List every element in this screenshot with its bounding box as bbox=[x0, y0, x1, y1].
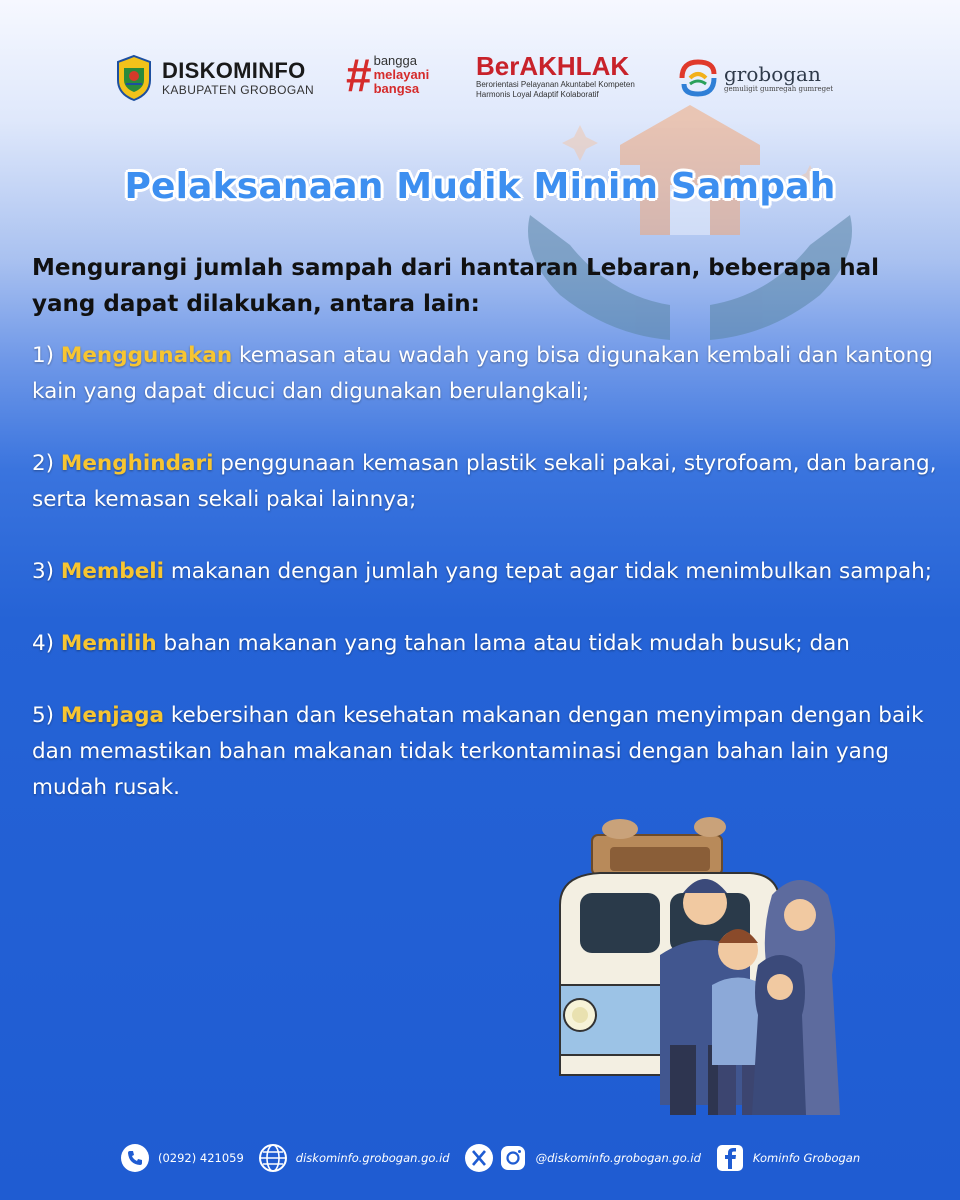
bmb-hash: # bbox=[346, 49, 372, 101]
facebook-icon[interactable] bbox=[715, 1143, 745, 1173]
item-keyword: Membeli bbox=[60, 559, 165, 584]
grobogan-swirl-icon bbox=[676, 56, 720, 100]
list-item bbox=[32, 698, 942, 806]
footer-social[interactable]: @diskominfo.grobogan.go.id bbox=[535, 1151, 701, 1165]
item-number: 3) bbox=[32, 559, 55, 584]
x-icon[interactable] bbox=[464, 1143, 494, 1173]
tips-list bbox=[32, 338, 942, 842]
item-keyword: Menjaga bbox=[60, 703, 164, 728]
item-text: bahan makanan yang tahan lama atau tidak mudah busuk; dan bbox=[156, 631, 850, 656]
bmb-line1: bangga bbox=[373, 53, 417, 68]
header-logos bbox=[0, 48, 960, 108]
item-keyword: Menghindari bbox=[60, 451, 214, 476]
item-text: kebersihan dan kesehatan makanan dengan menyimpan dengan baik dan memastikan bahan makanan tidak terkontaminasi dengan bahan lain yang mudah rusak. bbox=[32, 703, 924, 800]
list-item bbox=[32, 338, 942, 410]
list-item bbox=[32, 626, 942, 662]
bmb-line2: melayani bbox=[373, 67, 430, 82]
grobogan-emblem-icon bbox=[114, 54, 154, 102]
diskominfo-subtitle: KABUPATEN GROBOGAN bbox=[162, 83, 315, 97]
globe-icon[interactable] bbox=[258, 1143, 288, 1173]
footer-contacts bbox=[120, 1140, 874, 1176]
grobogan-tagline: gemuligit gumregah gumreget bbox=[724, 85, 834, 93]
instagram-icon[interactable] bbox=[498, 1143, 528, 1173]
diskominfo-logo bbox=[114, 54, 314, 102]
intro-text: Mengurangi jumlah sampah dari hantaran Lebaran, beberapa hal yang dapat dilakukan, antara lain: bbox=[32, 255, 880, 317]
berakhlak-line2: Harmonis Loyal Adaptif Kolaboratif bbox=[476, 90, 599, 99]
berakhlak-title: BerAKHLAK bbox=[476, 51, 630, 81]
bangga-melayani-bangsa-logo bbox=[346, 49, 430, 101]
berakhlak-line1: Berorientasi Pelayanan Akuntabel Kompeten bbox=[476, 80, 635, 89]
footer-facebook[interactable]: Kominfo Grobogan bbox=[752, 1151, 861, 1165]
item-text: kemasan atau wadah yang bisa digunakan kembali dan kantong kain yang dapat dicuci dan digunakan berulangkali; bbox=[32, 343, 933, 404]
list-item bbox=[32, 446, 942, 518]
item-text: makanan dengan jumlah yang tepat agar tidak menimbulkan sampah; bbox=[164, 559, 933, 584]
diskominfo-title: DISKOMINFO bbox=[162, 58, 306, 83]
item-text: penggunaan kemasan plastik sekali pakai, styrofoam, dan barang, serta kemasan sekali pakai lainnya; bbox=[32, 451, 937, 512]
item-number: 2) bbox=[32, 451, 55, 476]
phone-icon bbox=[120, 1143, 150, 1173]
page-title: Pelaksanaan Mudik Minim Sampah bbox=[124, 166, 836, 207]
bmb-line3: bangsa bbox=[373, 81, 420, 96]
footer-phone: (0292) 421059 bbox=[158, 1151, 244, 1165]
item-keyword: Menggunakan bbox=[60, 343, 233, 368]
footer-website[interactable]: diskominfo.grobogan.go.id bbox=[295, 1151, 450, 1165]
berakhlak-logo bbox=[476, 52, 635, 100]
item-keyword: Memilih bbox=[60, 631, 157, 656]
grobogan-logo bbox=[676, 56, 833, 100]
item-number: 4) bbox=[32, 631, 55, 656]
list-item bbox=[32, 554, 942, 590]
item-number: 1) bbox=[32, 343, 55, 368]
grobogan-title: grobogan bbox=[724, 62, 821, 86]
item-number: 5) bbox=[32, 703, 55, 728]
family-van-illustration bbox=[540, 815, 870, 1135]
